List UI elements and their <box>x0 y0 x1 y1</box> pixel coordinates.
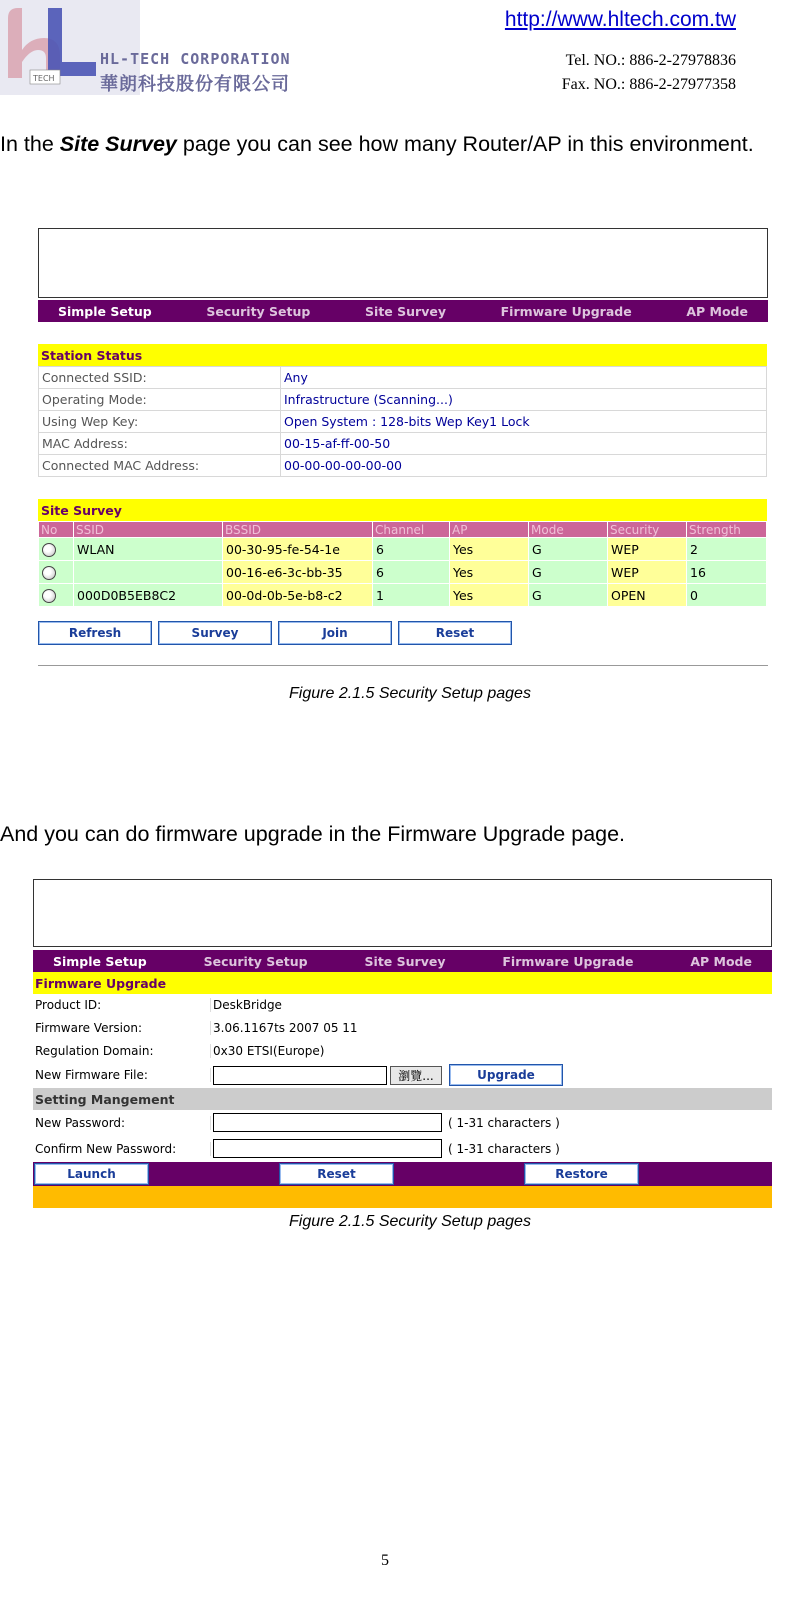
nav-security-setup[interactable]: Security Setup <box>203 953 308 969</box>
row-label: MAC Address: <box>39 433 281 455</box>
launch-button[interactable]: Launch <box>34 1163 149 1185</box>
mode-cell: G <box>529 561 608 584</box>
banner-area <box>38 228 768 298</box>
firmware-upgrade-screenshot <box>33 879 772 1208</box>
select-radio[interactable] <box>42 566 56 580</box>
bottom-divider <box>38 665 768 666</box>
ssid-cell <box>74 561 223 584</box>
browse-button[interactable]: 瀏覽... <box>390 1066 442 1085</box>
row-label: Regulation Domain: <box>33 1044 211 1058</box>
row-value: Any <box>281 367 767 389</box>
new-password-controls <box>211 1113 560 1132</box>
row-label: Connected SSID: <box>39 367 281 389</box>
nav-simple-setup[interactable]: Simple Setup <box>53 953 147 969</box>
table-row <box>33 1110 772 1136</box>
nav-firmware-upgrade[interactable]: Firmware Upgrade <box>502 953 634 969</box>
col-mode: Mode <box>529 522 608 538</box>
table-row <box>33 1063 772 1088</box>
table-row <box>33 1017 772 1040</box>
logo-company-name-en: HL-TECH CORPORATION <box>100 50 291 68</box>
firmware-file-controls <box>211 1064 563 1086</box>
strength-cell: 16 <box>687 561 767 584</box>
row-value: 0x30 ETSI(Europe) <box>213 1044 325 1058</box>
firmware-info-block <box>33 994 772 1088</box>
col-ap: AP <box>450 522 529 538</box>
nav-ap-mode[interactable]: AP Mode <box>686 303 748 319</box>
reset-button[interactable]: Reset <box>398 621 512 645</box>
security-cell: WEP <box>608 561 687 584</box>
row-select-cell <box>39 538 74 561</box>
table-row <box>39 538 767 561</box>
row-value: 3.06.1167ts 2007 05 11 <box>213 1021 358 1035</box>
nav-security-setup[interactable]: Security Setup <box>206 303 311 319</box>
channel-cell: 1 <box>373 584 450 607</box>
row-value: DeskBridge <box>213 998 282 1012</box>
row-label: Firmware Version: <box>33 1021 211 1035</box>
table-row <box>39 367 767 389</box>
col-bssid: BSSID <box>223 522 373 538</box>
station-status-table <box>38 366 767 477</box>
restore-button[interactable]: Restore <box>524 1163 639 1185</box>
row-label: Operating Mode: <box>39 389 281 411</box>
intro-emphasis: Site Survey <box>59 132 177 156</box>
confirm-password-hint: ( 1-31 characters ) <box>448 1141 560 1156</box>
strength-cell: 0 <box>687 584 767 607</box>
table-row <box>39 455 767 477</box>
confirm-password-input[interactable] <box>213 1139 442 1158</box>
firmware-upgrade-header: Firmware Upgrade <box>33 972 772 994</box>
nav-site-survey[interactable]: Site Survey <box>365 303 446 319</box>
ap-cell: Yes <box>450 538 529 561</box>
col-no: No <box>39 522 74 538</box>
ap-cell: Yes <box>450 584 529 607</box>
strength-cell: 2 <box>687 538 767 561</box>
intro-paragraph <box>0 125 788 163</box>
row-value: 00-15-af-ff-00-50 <box>281 433 767 455</box>
company-logo <box>0 0 345 95</box>
channel-cell: 6 <box>373 538 450 561</box>
footer-bar <box>33 1186 772 1208</box>
confirm-password-controls <box>211 1139 560 1158</box>
nav-bar <box>38 300 768 322</box>
col-ssid: SSID <box>74 522 223 538</box>
security-cell: WEP <box>608 538 687 561</box>
ap-cell: Yes <box>450 561 529 584</box>
nav-simple-setup[interactable]: Simple Setup <box>58 303 152 319</box>
nav-firmware-upgrade[interactable]: Firmware Upgrade <box>500 303 632 319</box>
nav-bar <box>33 950 772 972</box>
reset-button[interactable]: Reset <box>279 1163 394 1185</box>
col-security: Security <box>608 522 687 538</box>
nav-site-survey[interactable]: Site Survey <box>364 953 446 969</box>
security-cell: OPEN <box>608 584 687 607</box>
table-row <box>33 994 772 1017</box>
firmware-file-input[interactable] <box>213 1066 387 1085</box>
bssid-cell: 00-16-e6-3c-bb-35 <box>223 561 373 584</box>
intro-prefix: In the <box>0 132 60 156</box>
row-value: Infrastructure (Scanning...) <box>281 389 767 411</box>
row-label: Connected MAC Address: <box>39 455 281 477</box>
mode-cell: G <box>529 584 608 607</box>
ssid-cell: WLAN <box>74 538 223 561</box>
row-value: 00-00-00-00-00-00 <box>281 455 767 477</box>
row-label: Product ID: <box>33 998 211 1012</box>
figure-caption-1: Figure 2.1.5 Security Setup pages <box>289 685 531 702</box>
table-row <box>39 411 767 433</box>
banner-area <box>33 879 772 947</box>
row-select-cell <box>39 561 74 584</box>
refresh-button[interactable]: Refresh <box>38 621 152 645</box>
new-password-label: New Password: <box>33 1116 211 1130</box>
mode-cell: G <box>529 538 608 561</box>
station-status-header: Station Status <box>38 344 767 366</box>
nav-ap-mode[interactable]: AP Mode <box>690 953 752 969</box>
site-survey-header: Site Survey <box>38 499 767 521</box>
telephone-number: Tel. NO.: 886-2-27978836 <box>565 52 736 69</box>
col-strength: Strength <box>687 522 767 538</box>
channel-cell: 6 <box>373 561 450 584</box>
table-row <box>39 389 767 411</box>
confirm-password-label: Confirm New Password: <box>33 1142 211 1156</box>
site-survey-screenshot <box>38 228 768 666</box>
password-block <box>33 1110 772 1162</box>
password-hint: ( 1-31 characters ) <box>448 1115 560 1130</box>
logo-small-text: TECH <box>33 74 55 83</box>
table-row <box>39 584 767 607</box>
new-firmware-label: New Firmware File: <box>33 1068 211 1082</box>
page-number: 5 <box>381 1552 389 1569</box>
logo-company-name-zh: 華朗科技股份有限公司 <box>100 74 290 95</box>
select-radio[interactable] <box>42 543 56 557</box>
table-row <box>39 561 767 584</box>
action-bar <box>33 1162 772 1186</box>
row-label: Using Wep Key: <box>39 411 281 433</box>
site-survey-table <box>38 521 767 607</box>
intro-suffix: page you can see how many Router/AP in this environment. <box>176 132 754 156</box>
table-row <box>33 1040 772 1063</box>
row-select-cell <box>39 584 74 607</box>
company-website-link[interactable]: http://www.hltech.com.tw <box>504 8 736 31</box>
fax-number: Fax. NO.: 886-2-27977358 <box>561 76 736 93</box>
setting-management-header: Setting Mangement <box>33 1088 772 1110</box>
figure-caption-2: Figure 2.1.5 Security Setup pages <box>289 1213 531 1230</box>
select-radio[interactable] <box>42 589 56 603</box>
new-password-input[interactable] <box>213 1113 442 1132</box>
table-row <box>39 433 767 455</box>
survey-header-row <box>39 522 767 538</box>
col-channel: Channel <box>373 522 450 538</box>
survey-button[interactable]: Survey <box>158 621 272 645</box>
ssid-cell: 000D0B5EB8C2 <box>74 584 223 607</box>
join-button[interactable]: Join <box>278 621 392 645</box>
firmware-paragraph: And you can do firmware upgrade in the Firmware Upgrade page. <box>0 822 626 846</box>
upgrade-button[interactable]: Upgrade <box>449 1064 563 1086</box>
survey-button-row <box>38 621 768 645</box>
bssid-cell: 00-30-95-fe-54-1e <box>223 538 373 561</box>
row-value: Open System : 128-bits Wep Key1 Lock <box>281 411 767 433</box>
bssid-cell: 00-0d-0b-5e-b8-c2 <box>223 584 373 607</box>
table-row <box>33 1136 772 1162</box>
